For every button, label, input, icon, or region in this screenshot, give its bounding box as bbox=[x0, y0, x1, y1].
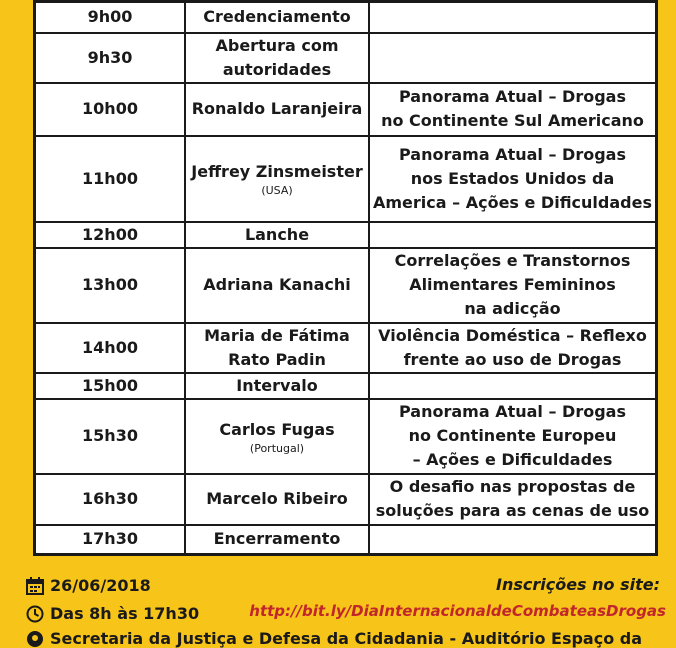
schedule-topic bbox=[369, 83, 657, 136]
schedule-row bbox=[35, 323, 657, 373]
schedule-row bbox=[35, 2, 657, 33]
schedule-topic bbox=[369, 474, 657, 525]
speaker-line: Abertura com bbox=[215, 35, 339, 55]
schedule-speaker bbox=[185, 222, 369, 248]
schedule-time: 14h00 bbox=[35, 323, 186, 373]
schedule-topic bbox=[369, 399, 657, 474]
event-hours bbox=[26, 604, 199, 623]
schedule-row bbox=[35, 474, 657, 525]
speaker-line: Rato Padin bbox=[228, 349, 326, 369]
schedule-time: 9h30 bbox=[35, 33, 186, 83]
topic-line: Violência Doméstica – Reflexo bbox=[378, 325, 647, 345]
speaker-line: Lanche bbox=[244, 224, 310, 244]
schedule-topic bbox=[369, 136, 657, 222]
registration-label: Inscrições no site: bbox=[495, 575, 660, 594]
schedule-row bbox=[35, 83, 657, 136]
schedule-speaker bbox=[185, 2, 369, 33]
schedule-row bbox=[35, 222, 657, 248]
event-info-footer bbox=[0, 573, 676, 648]
event-hours-text: Das 8h às 17h30 bbox=[50, 604, 200, 623]
clock-icon bbox=[26, 605, 44, 623]
speaker-line: Credenciamento bbox=[203, 7, 351, 27]
event-location bbox=[26, 629, 642, 648]
schedule-speaker bbox=[185, 323, 369, 373]
schedule-speaker bbox=[185, 474, 369, 525]
schedule-row bbox=[35, 136, 657, 222]
event-date-text: 26/06/2018 bbox=[50, 576, 151, 595]
speaker-line: Encerramento bbox=[213, 529, 341, 549]
topic-line: no Continente Europeu bbox=[408, 426, 617, 445]
schedule-speaker bbox=[185, 525, 369, 555]
schedule-topic bbox=[369, 33, 657, 83]
schedule-topic bbox=[369, 525, 657, 555]
schedule-time: 11h00 bbox=[35, 136, 186, 222]
calendar-icon bbox=[26, 577, 44, 595]
topic-line: no Continente Sul Americano bbox=[381, 111, 644, 130]
schedule-row bbox=[35, 248, 657, 323]
topic-line: America – Ações e Dificuldades bbox=[373, 192, 652, 212]
schedule-topic bbox=[369, 323, 657, 373]
schedule-row bbox=[35, 399, 657, 474]
schedule-speaker bbox=[185, 373, 369, 399]
schedule-time: 15h30 bbox=[35, 399, 186, 474]
topic-line: Alimentares Femininos bbox=[409, 275, 616, 294]
topic-line: Panorama Atual – Drogas bbox=[399, 144, 626, 164]
schedule-topic bbox=[369, 222, 657, 248]
schedule-time: 16h30 bbox=[35, 474, 186, 525]
schedule-speaker bbox=[185, 136, 369, 222]
location-pin-icon bbox=[26, 630, 44, 648]
schedule-topic bbox=[369, 2, 657, 33]
topic-line: frente ao uso de Drogas bbox=[403, 349, 622, 369]
topic-line: – Ações e Dificuldades bbox=[412, 450, 613, 469]
topic-line: na adicção bbox=[464, 299, 561, 318]
topic-line: Panorama Atual – Drogas bbox=[399, 87, 626, 106]
schedule-time: 12h00 bbox=[35, 222, 186, 248]
schedule-time: 15h00 bbox=[35, 373, 186, 399]
event-location-text: Secretaria da Justiça e Defesa da Cidadania - Auditório Espaço da bbox=[50, 629, 643, 648]
speaker-line: Intervalo bbox=[236, 375, 318, 395]
schedule-topic bbox=[369, 373, 657, 399]
topic-line: Panorama Atual – Drogas bbox=[399, 402, 626, 421]
speaker-line: Jeffrey Zinsmeister bbox=[191, 162, 363, 181]
speaker-country: (USA) bbox=[261, 184, 293, 197]
speaker-line: Adriana Kanachi bbox=[203, 275, 351, 294]
speaker-line: autoridades bbox=[222, 59, 332, 79]
schedule-speaker bbox=[185, 248, 369, 323]
topic-line: Correlações e Transtornos bbox=[394, 251, 631, 270]
schedule-row bbox=[35, 525, 657, 555]
speaker-line: Marcelo Ribeiro bbox=[206, 489, 348, 508]
schedule-time: 9h00 bbox=[35, 2, 186, 33]
schedule-speaker bbox=[185, 83, 369, 136]
speaker-line: Maria de Fátima bbox=[204, 325, 350, 345]
schedule-speaker bbox=[185, 33, 369, 83]
topic-line: soluções para as cenas de uso bbox=[375, 501, 650, 520]
topic-line: nos Estados Unidos da bbox=[410, 168, 615, 188]
speaker-line: Ronaldo Laranjeira bbox=[191, 99, 363, 118]
schedule-time: 13h00 bbox=[35, 248, 186, 323]
speaker-country: (Portugal) bbox=[249, 441, 305, 455]
schedule-row bbox=[35, 373, 657, 399]
schedule-time: 10h00 bbox=[35, 83, 186, 136]
schedule-row bbox=[35, 33, 657, 83]
registration-link[interactable]: http://bit.ly/DiaInternacionaldeCombateasDrogas bbox=[249, 602, 666, 620]
schedule-speaker bbox=[185, 399, 369, 474]
schedule-topic bbox=[369, 248, 657, 323]
speaker-line: Carlos Fugas bbox=[219, 419, 335, 439]
schedule-time: 17h30 bbox=[35, 525, 186, 555]
event-date bbox=[26, 576, 151, 595]
topic-line: O desafio nas propostas de bbox=[389, 477, 636, 496]
schedule-table bbox=[33, 0, 658, 556]
